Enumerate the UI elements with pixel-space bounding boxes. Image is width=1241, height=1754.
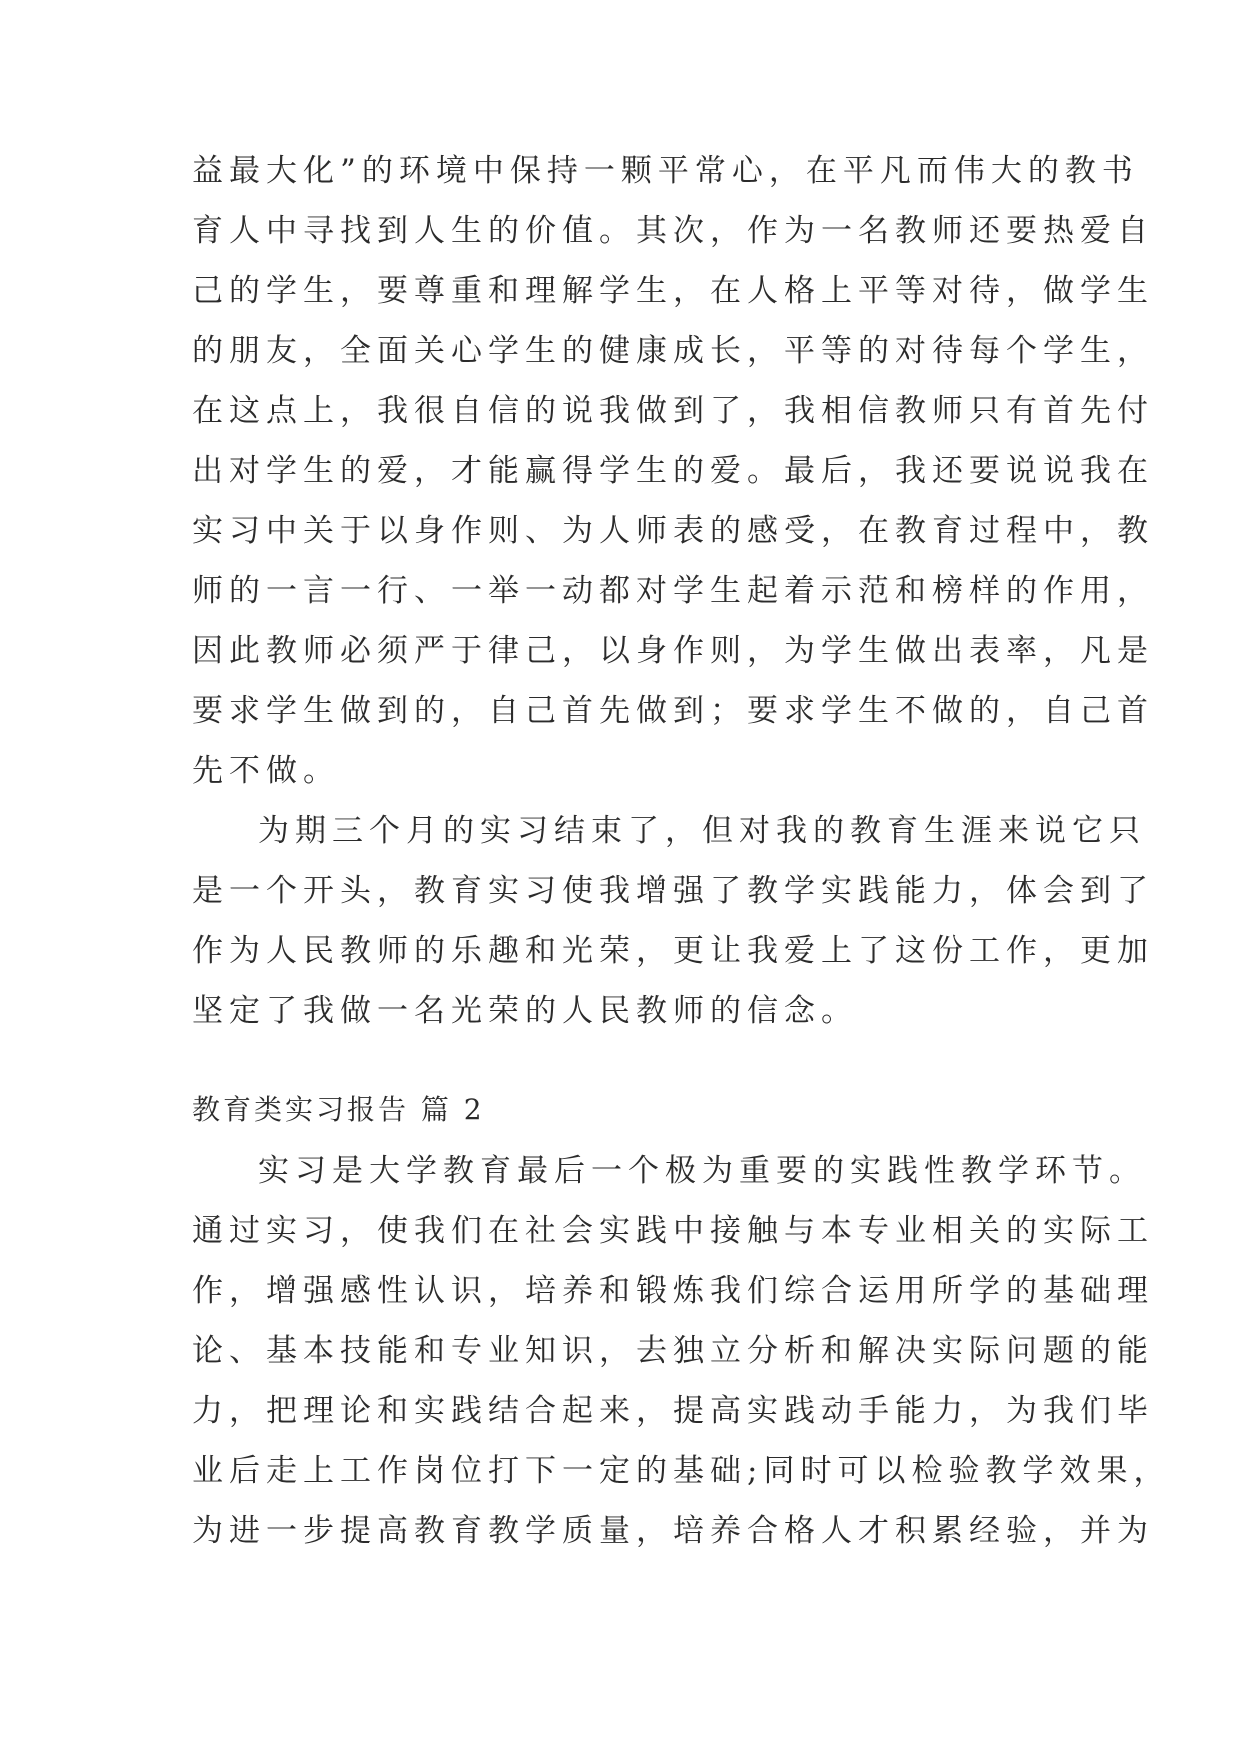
paragraph-line: 育人中寻找到人生的价值。其次，作为一名教师还要热爱自 (192, 213, 1154, 249)
paragraph-line: 益最大化”的环境中保持一颗平常心，在平凡而伟大的教书 (192, 153, 1139, 189)
paragraph-line: 为进一步提高教育教学质量，培养合格人才积累经验，并为 (192, 1513, 1154, 1549)
paragraph-line: 通过实习，使我们在社会实践中接触与本专业相关的实际工 (192, 1213, 1154, 1249)
paragraph-line: 是一个开头，教育实习使我增强了教学实践能力，体会到了 (192, 873, 1154, 909)
section-heading: 教育类实习报告 篇 2 (192, 1093, 485, 1126)
paragraph-line: 作为人民教师的乐趣和光荣，更让我爱上了这份工作，更加 (192, 933, 1154, 969)
paragraph-line: 要求学生做到的，自己首先做到；要求学生不做的，自己首 (192, 693, 1154, 729)
paragraph-line: 实习中关于以身作则、为人师表的感受，在教育过程中，教 (192, 513, 1154, 549)
paragraph-line: 为期三个月的实习结束了，但对我的教育生涯来说它只 (258, 813, 1146, 849)
paragraph-line: 坚定了我做一名光荣的人民教师的信念。 (192, 993, 858, 1029)
paragraph-line: 出对学生的爱，才能赢得学生的爱。最后，我还要说说我在 (192, 453, 1154, 489)
paragraph-line: 实习是大学教育最后一个极为重要的实践性教学环节。 (258, 1153, 1146, 1189)
paragraph-line: 先不做。 (192, 753, 340, 789)
paragraph-line: 因此教师必须严于律己，以身作则，为学生做出表率，凡是 (192, 633, 1154, 669)
paragraph-line: 师的一言一行、一举一动都对学生起着示范和榜样的作用， (192, 573, 1154, 609)
paragraph-line: 在这点上，我很自信的说我做到了，我相信教师只有首先付 (192, 393, 1154, 429)
paragraph-line: 的朋友，全面关心学生的健康成长，平等的对待每个学生， (192, 333, 1154, 369)
paragraph-line: 论、基本技能和专业知识，去独立分析和解决实际问题的能 (192, 1333, 1154, 1369)
paragraph-line: 力，把理论和实践结合起来，提高实践动手能力，为我们毕 (192, 1393, 1154, 1429)
paragraph-line: 己的学生，要尊重和理解学生，在人格上平等对待，做学生 (192, 273, 1154, 309)
paragraph-line: 业后走上工作岗位打下一定的基础;同时可以检验教学效果， (192, 1453, 1171, 1489)
paragraph-line: 作，增强感性认识，培养和锻炼我们综合运用所学的基础理 (192, 1273, 1154, 1309)
